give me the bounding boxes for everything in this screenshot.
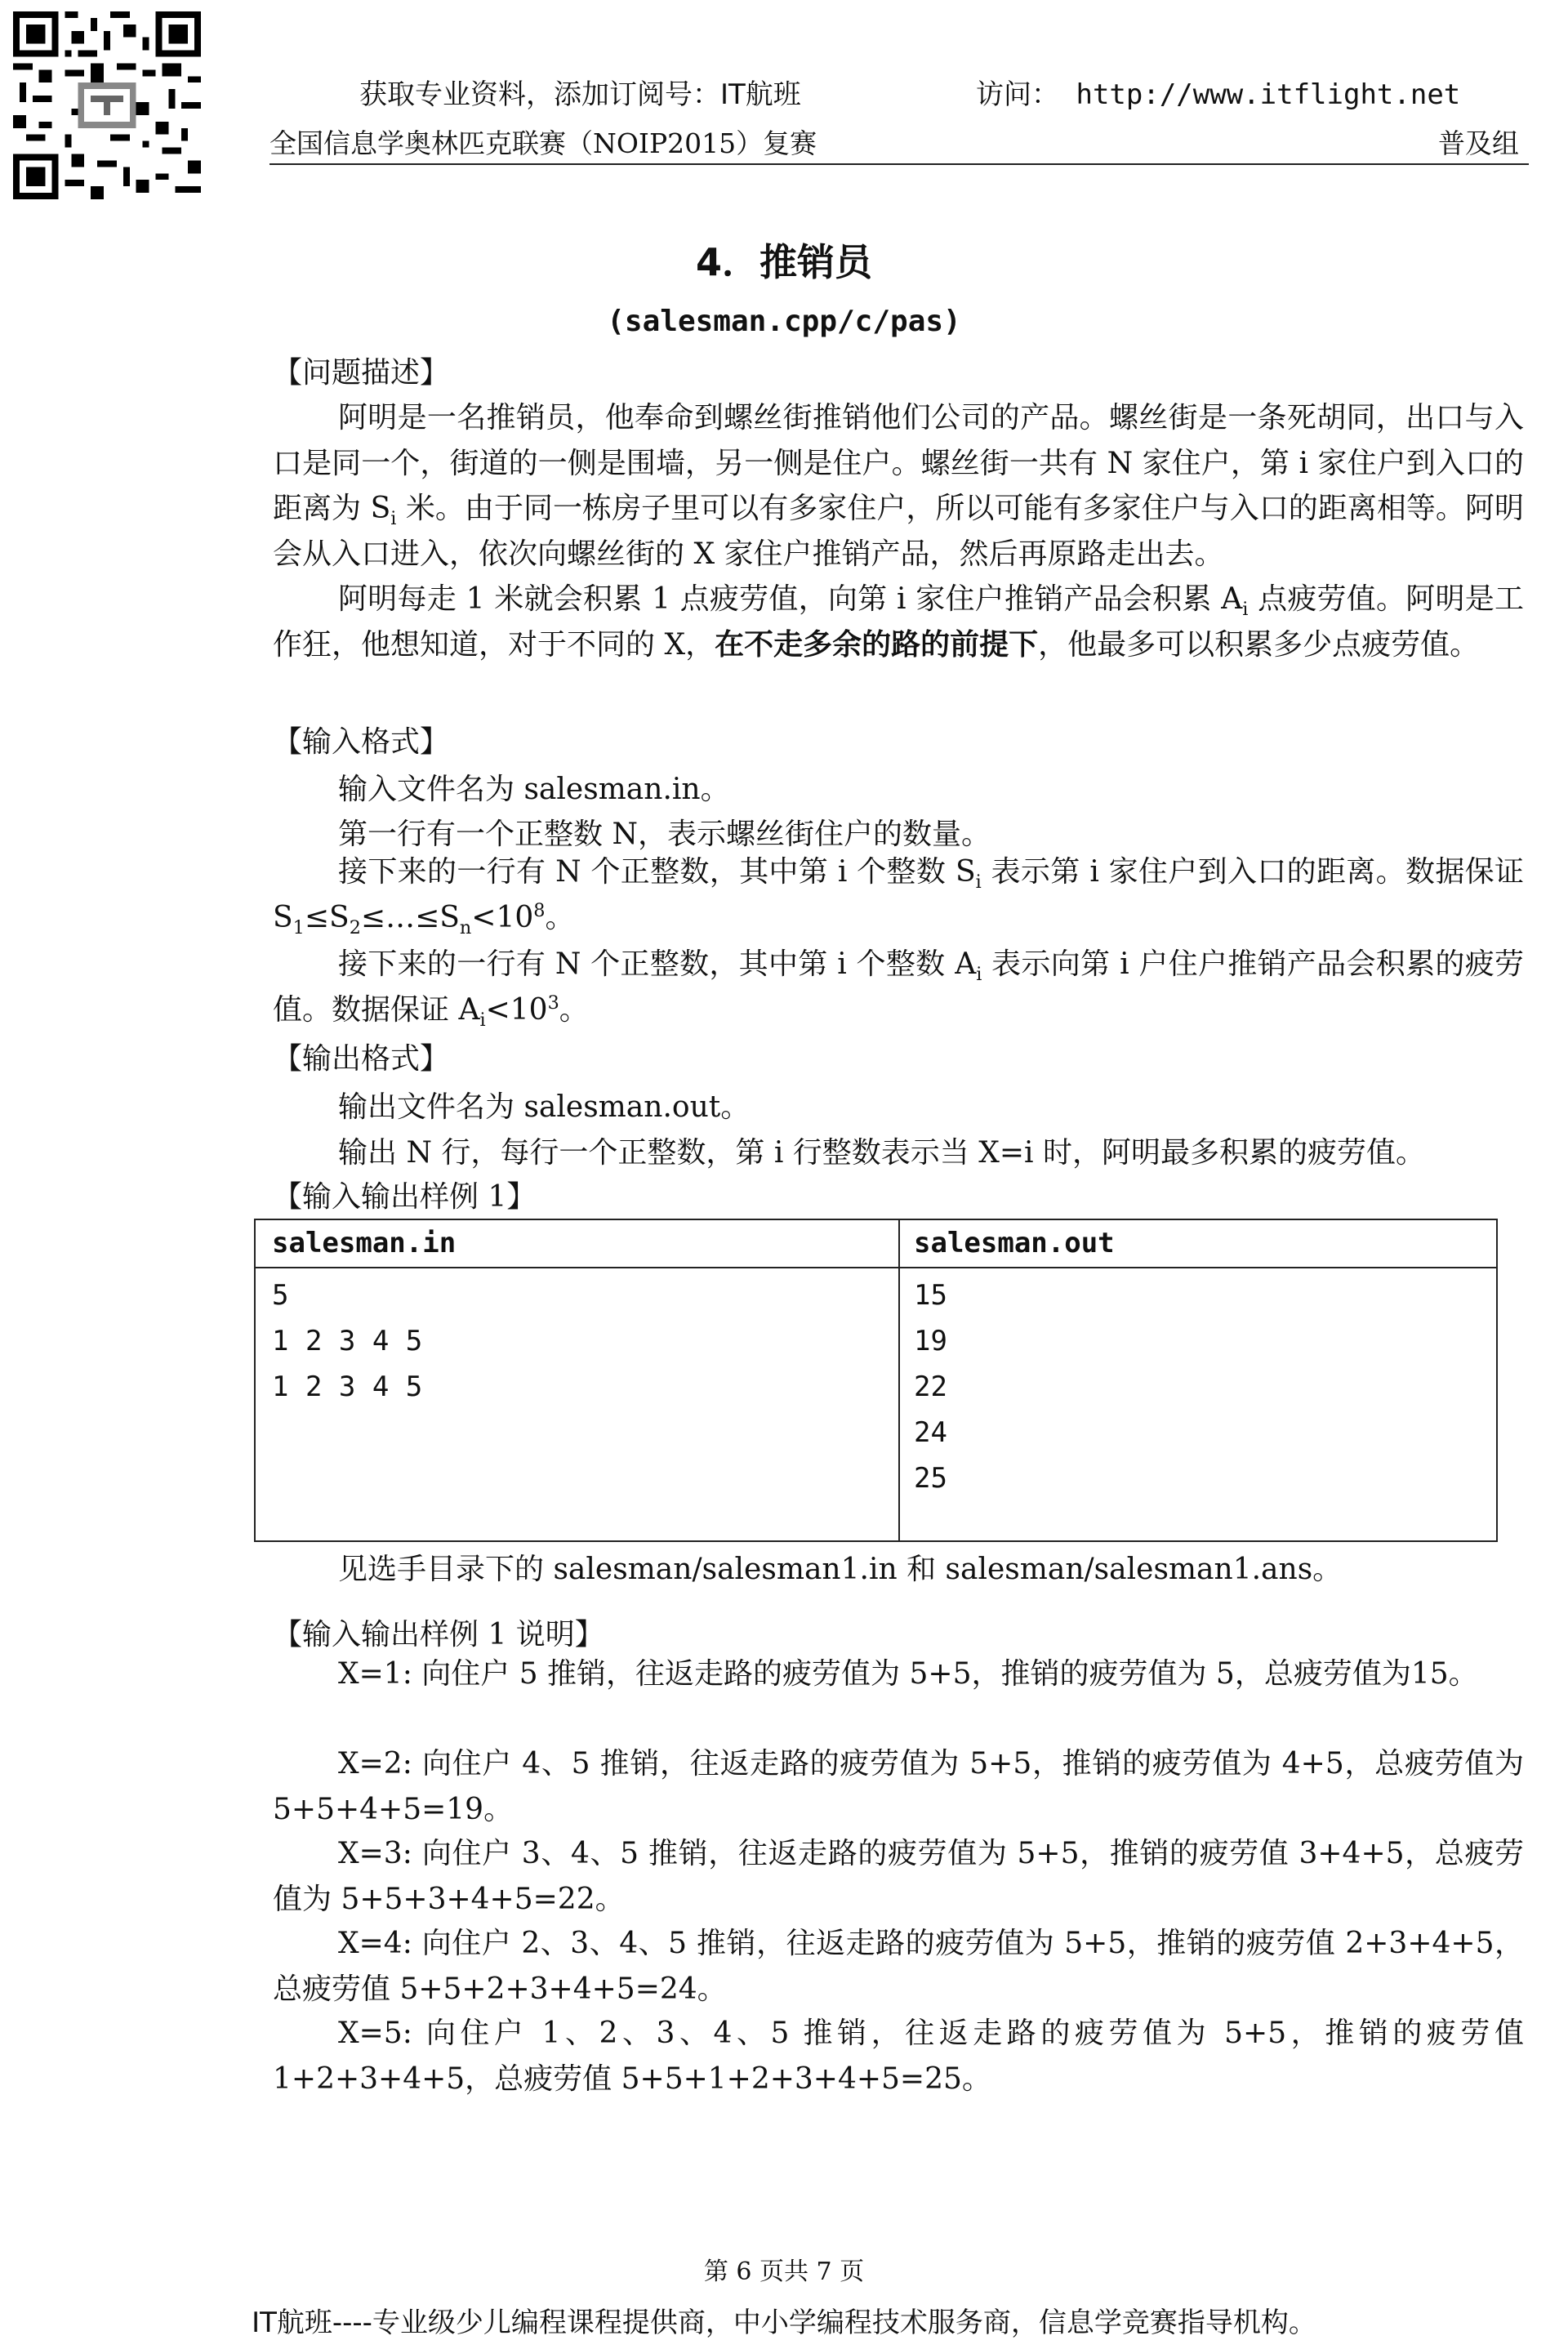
output-description-line: 输出 N 行，每行一个正整数，第 i 行整数表示当 X=i 时，阿明最多积累的疲劳值。 <box>338 1136 1425 1170</box>
sample-output-line: 22 <box>914 1371 947 1403</box>
promo-website-link[interactable]: 访问： http://www.itflight.net <box>976 78 1461 111</box>
table-header-divider <box>256 1267 1496 1268</box>
sample-table <box>254 1219 1498 1542</box>
table-header-output: salesman.out <box>914 1227 1115 1259</box>
explanation-x3: X=3: 向住户 3、4、5 推销，往返走路的疲劳值为 5+5，推销的疲劳值 3+4+5，总疲劳值为 5+5+3+4+5=22。 <box>273 1837 1524 1916</box>
promo-subscription-text: 获取专业资料，添加订阅号：IT航班 <box>359 78 801 111</box>
group-running-head: 普及组 <box>1438 127 1519 159</box>
sample-output-line: 15 <box>914 1279 947 1312</box>
qr-code-icon <box>13 11 201 199</box>
problem-files: (salesman.cpp/c/pas) <box>607 305 961 338</box>
explanation-x5: X=5: 向住户 1、2、3、4、5 推销，往返走路的疲劳值为 5+5，推销的疲劳值 1+2+3+4+5，总疲劳值 5+5+1+2+3+4+5=25。 <box>273 2017 1524 2096</box>
sample-input-content <box>272 1273 422 1410</box>
sample-files-note: 见选手目录下的 salesman/salesman1.in 和 salesman/salesman1.ans。 <box>338 1553 1343 1586</box>
section-heading-sample: 【输入输出样例 1】 <box>273 1180 537 1214</box>
sample-output-line: 24 <box>914 1416 947 1449</box>
page-number: 第 6 页共 7 页 <box>703 2258 865 2286</box>
contest-running-head: 全国信息学奥林匹克联赛（NOIP2015）复赛 <box>270 127 817 159</box>
sample-output-content <box>914 1273 947 1501</box>
output-filename-line: 输出文件名为 salesman.out。 <box>338 1090 751 1124</box>
description-paragraph-1: 阿明是一名推销员，他奉命到螺丝街推销他们公司的产品。螺丝街是一条死胡同，出口与入口是同一个，街道的一侧是围墙，另一侧是住户。螺丝街一共有 N 家住户，第 i 家住户到入口的距离为 $S_i$ 米。由于同一栋房子里可以有多家住户，所以可能有多家住户与入口的距离相等。阿明会从入口进入，依次向螺丝街的 X 家住户推销产品，然后再原路走出去。 <box>273 401 1524 571</box>
sample-output-line: 25 <box>914 1462 947 1495</box>
explanation-x4: X=4: 向住户 2、3、4、5 推销，往返走路的疲劳值为 5+5，推销的疲劳值 2+3+4+5，总疲劳值 5+5+2+3+4+5=24。 <box>273 1927 1524 2006</box>
explanation-x2: X=2: 向住户 4、5 推销，往返走路的疲劳值为 5+5，推销的疲劳值为 4+5，总疲劳值为 5+5+4+5=19。 <box>273 1747 1524 1826</box>
section-heading-description: 【问题描述】 <box>273 356 450 390</box>
sample-input-line: 1 2 3 4 5 <box>272 1371 423 1403</box>
section-heading-output: 【输出格式】 <box>273 1042 450 1076</box>
problem-title: 4．推销员 <box>695 240 872 284</box>
table-header-input: salesman.in <box>272 1227 457 1259</box>
input-line-n: 第一行有一个正整数 N，表示螺丝街住户的数量。 <box>338 818 991 851</box>
section-heading-explanation: 【输入输出样例 1 说明】 <box>273 1618 604 1651</box>
sample-input-line: 1 2 3 4 5 <box>272 1325 423 1357</box>
input-line-distances: 接下来的一行有 N 个正整数，其中第 i 个整数 $S_i$ 表示第 i 家住户到入口的距离。数据保证 $S_1\le S_2\le\dots\le S_n<10^8$。 <box>273 855 1524 938</box>
explanation-x1: X=1: 向住户 5 推销，往返走路的疲劳值为 5+5，推销的疲劳值为 5，总疲劳值为15。 <box>338 1657 1478 1691</box>
description-paragraph-2: 阿明每走 1 米就会积累 1 点疲劳值，向第 i 家住户推销产品会积累 $A_i$ 点疲劳值。阿明是工作狂，他想知道，对于不同的 X，在不走多余的路的前提下，他最多可以积累多少点疲劳值。 <box>273 582 1524 662</box>
input-line-fatigue: 接下来的一行有 N 个正整数，其中第 i 个整数 $A_i$ 表示向第 i 户住户推销产品会积累的疲劳值。数据保证 $A_i<10^3$。 <box>273 947 1524 1031</box>
sample-output-line: 19 <box>914 1325 947 1357</box>
header-rule <box>270 163 1529 165</box>
section-heading-input: 【输入格式】 <box>273 725 450 759</box>
sample-input-line: 5 <box>272 1279 289 1312</box>
footer-text: IT航班----专业级少儿编程课程提供商，中小学编程技术服务商，信息学竞赛指导机构。 <box>252 2307 1316 2339</box>
input-filename-line: 输入文件名为 salesman.in。 <box>338 773 730 806</box>
